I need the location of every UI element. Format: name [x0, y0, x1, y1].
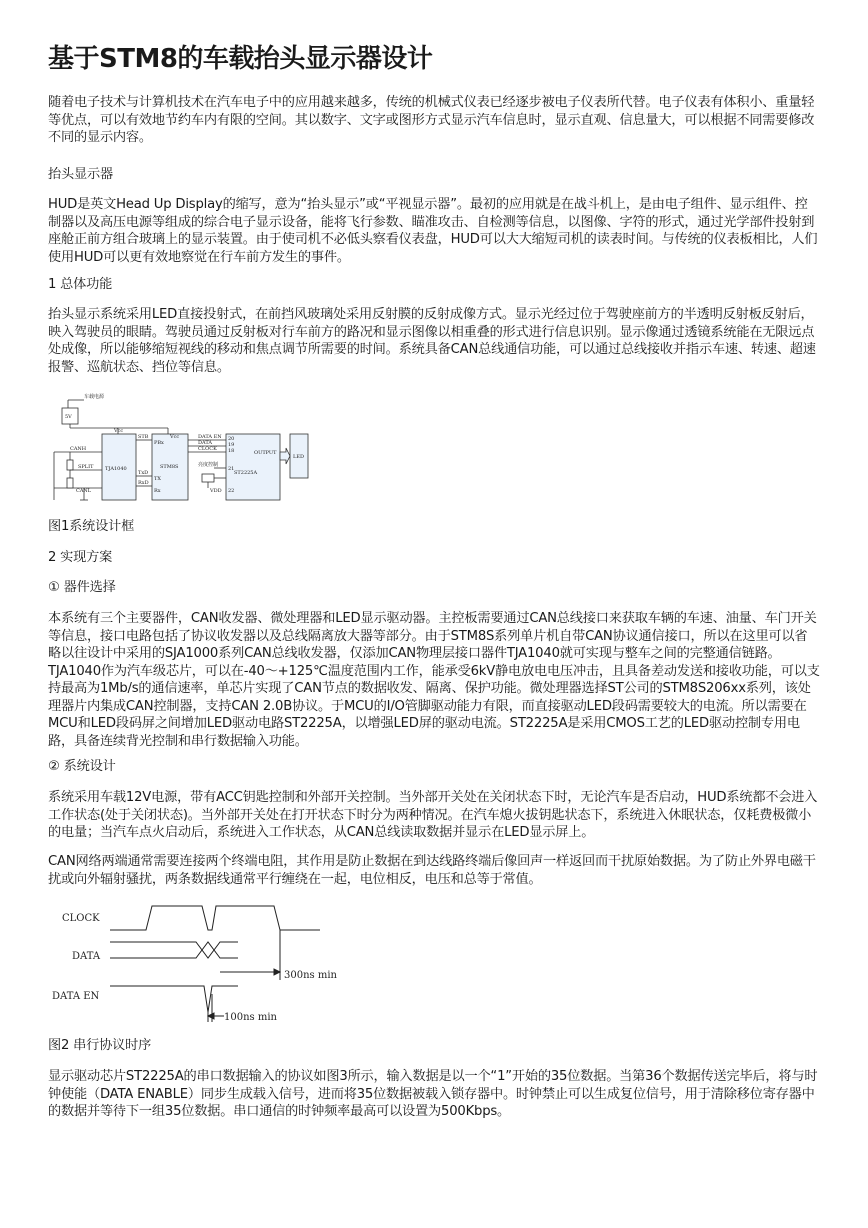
fig1-label-canh: CANH [70, 446, 87, 452]
intro-paragraph: 随着电子技术与计算机技术在汽车电子中的应用越来越多，传统的机械式仪表已经逐步被电子仪表所代替。电子仪表有体积小、重量轻等优点，可以有效地节约车内有限的空间。其以数字、文字或图形方式显示汽车信息时，显示直观、信息量大，可以根据不同需要修改不同的显示内容。 [48, 95, 815, 145]
fig2-label-100ns: 100ns min [224, 1012, 277, 1023]
paragraph-final: 显示驱动芯片ST2225A的串口数据输入的协议如图3所示，输入数据是以一个“1”开始的35位数据。当第36个数据传送完毕后，将与时钟使能（DATA ENABLE）同步生成载入信号，进而将35位数据被载入锁存器中。时钟禁止可以生成复位信号，用于清除移位寄存器中的数据并等待下一组35位数据。串口通信的时钟频率最高可以设置为500Kbps。 [48, 1069, 818, 1119]
fig1-label-data-en: DATA EN [198, 434, 222, 440]
paragraph-2-1: 本系统有三个主要器件，CAN收发器、微处理器和LED显示驱动器。主控板需要通过CAN总线接口来获取车辆的车速、油量、车门开关等信息，接口电路包括了协议收发器以及总线隔离放大器等部分。由于STM8S系列单片机自带CAN协议通信接口，所以在这里可以省略以往设计中采用的SJA1000系列CAN总线收发器，仅添加CAN物理层接口器件TJA1040就可实现与整车之间的完整通信链路。TJA1040作为汽车级芯片，可以在-40～+125℃温度范围内工作，能承受6kV静电放电电压冲击，且具备差动发送和接收功能，可以支持最高为1Mb/s的通信速率，单芯片实现了CAN节点的数据收发、隔离、保护功能。微处理器选择ST公司的STM8S206xx系列，该处理器片内集成CAN控制器，支持CAN 2.0B协议。于MCU的I/O管脚驱动能力有限，而直接驱动LED段码需要较大的电流。所以需要在MCU和LED段码屏之间增加LED驱动电路ST2225A，以增强LED屏的驱动电流。ST2225A是采用CMOS工艺的LED驱动控制专用电路，具备连续背光控制和串行数据输入功能。 [48, 611, 820, 749]
paragraph-2-2a: 系统采用车载12V电源，带有ACC钥匙控制和外部开关控制。当外部开关处在关闭状态下时，无论汽车是否启动，HUD系统都不会进入工作状态(处于关闭状态)。当外部开关处在打开状态下时分为两种情况。在汽车熄火拔钥匙状态下，系统进入休眠状态，仅耗费极微小的电量；当汽车点火启动后，系统进入工作状态，从CAN总线读取数据并显示在LED显示屏上。 [48, 790, 818, 840]
fig1-label-st: ST2225A [234, 470, 258, 476]
fig1-label-brightness: 亮度控制 [198, 462, 219, 468]
paragraph-2-2b: CAN网络两端通常需要连接两个终端电阻，其作用是防止数据在到达线路终端后像回声一样返回而干扰原始数据。为了防止外界电磁干扰或向外辐射骚扰，两条数据线通常平行缠绕在一起，电位相反，电压和总等于常值。 [48, 854, 816, 887]
fig1-label-vcc1: Vcc [114, 428, 124, 434]
hud-paragraph: HUD是英文Head Up Display的缩写，意为“抬头显示”或“平视显示器”。最初的应用就是在战斗机上，是由电子组件、显示组件、控制器以及高压电源等组成的综合电子显示设备，能将飞行参数、瞄准攻击、自检测等信息，以图像、字符的形式，通过光学部件投射到座舱正前方组合玻璃上的显示装置。由于使司机不必低头察看仪表盘，HUD可以大大缩短司机的读表时间。与传统的仪表板相比，人们使用HUD可以更有效地察觉在行车前方发生的事件。 [48, 197, 818, 265]
figure-2-caption: 图2 串行协议时序 [48, 1038, 152, 1053]
section-heading-hud: 抬头显示器 [48, 167, 113, 182]
fig1-label-p22: 22 [228, 488, 235, 494]
fig1-label-vcc2: Vcc [170, 434, 180, 440]
fig1-label-led: LED [293, 454, 304, 460]
fig1-label-data: DATA [198, 440, 213, 446]
fig2-label-clock: CLOCK [62, 913, 100, 924]
fig1-label-power: 车载电源 [84, 394, 105, 400]
fig1-label-rx: Rx [154, 488, 161, 494]
paragraph-1: 抬头显示系统采用LED直接投射式，在前挡风玻璃处采用反射膜的反射成像方式。显示光经过位于驾驶座前方的半透明反射板反射后，映入驾驶员的眼睛。驾驶员通过反射板对行车前方的路况和显示图像以相重叠的形式进行信息识别。显示像通过透镜系统能在无限远点处成像，所以能够缩短视线的移动和焦点调节所需要的时间。系统具备CAN总线通信功能，可以通过总线接收并指示车速、转速、超速报警、巡航状态、挡位等信息。 [48, 307, 816, 375]
fig1-label-txd: TxD [138, 470, 149, 476]
fig1-label-tja: TJA1040 [105, 466, 127, 472]
fig1-label-stb: STB [138, 434, 149, 440]
fig1-label-p21: 21 [228, 466, 235, 472]
section-heading-2: 2 实现方案 [48, 550, 113, 565]
system-block-diagram [48, 388, 318, 510]
fig1-label-p20: 20 [228, 436, 235, 442]
section-heading-1: 1 总体功能 [48, 277, 113, 292]
page-title: 基于STM8的车载抬头显示器设计 [48, 44, 433, 74]
fig2-label-data-en: DATA EN [52, 991, 100, 1002]
fig1-label-split: SPLIT [78, 464, 94, 470]
fig1-label-rxd: RxD [138, 480, 149, 486]
fig1-label-canl: CANL [76, 488, 92, 494]
fig1-label-5v: 5V [65, 414, 72, 420]
serial-timing-diagram [48, 898, 348, 1026]
fig1-label-stm: STM8S [160, 464, 179, 470]
fig1-label-pb: PBx [154, 440, 164, 446]
fig1-label-vdd: VDD [210, 488, 222, 494]
fig2-label-300ns: 300ns min [284, 970, 337, 981]
fig1-label-tx: TX [154, 476, 161, 482]
fig2-label-data: DATA [72, 951, 101, 962]
fig1-label-output: OUTPUT [254, 450, 277, 456]
figure-1-caption: 图1系统设计框 [48, 519, 135, 534]
section-heading-2-1: ① 器件选择 [48, 580, 116, 595]
section-heading-2-2: ② 系统设计 [48, 759, 116, 774]
fig1-label-p19: 19 [228, 442, 235, 448]
fig1-label-clock: CLOCK [198, 446, 217, 452]
fig1-label-p18: 18 [228, 448, 235, 454]
